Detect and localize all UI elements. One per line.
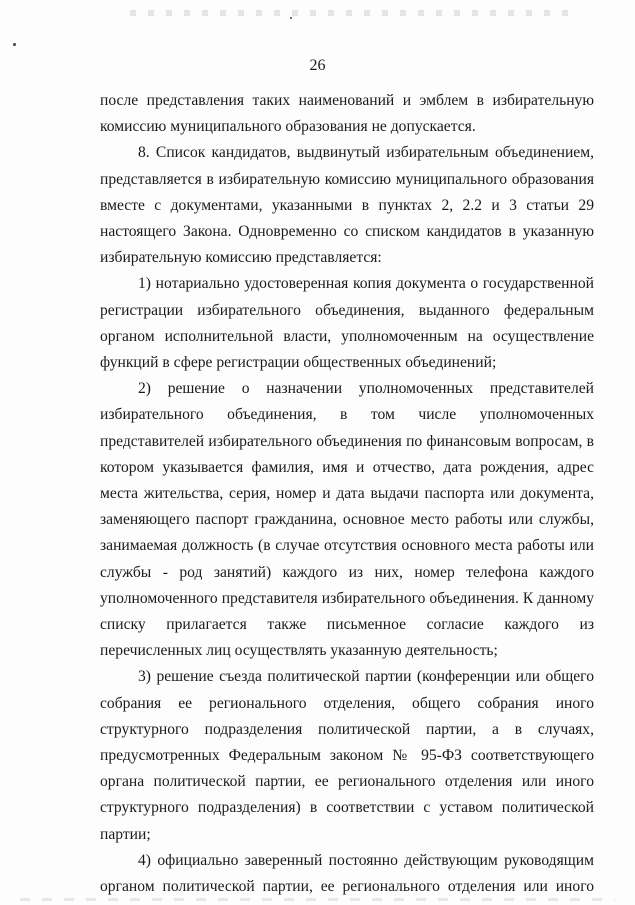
- page-number: 26: [309, 57, 326, 74]
- scan-dot-mark: [13, 43, 16, 46]
- paragraph-subitem-1: 1) нотариально удостоверенная копия документа о государственной регистрации избирательного объединения, выданного федеральным органом исполнительной власти, уполномоченным на осуществление функций в сфере регистрации общественных объединений;: [100, 275, 594, 372]
- scan-dot-mark: [290, 17, 292, 19]
- paragraph-subitem-2: 2) решение о назначении уполномоченных представителей избирательного объединения, в том числе уполномоченных представителей избирательного объединения по финансовым вопросам, в котором указывается фамилия, имя и отчество, дата рождения, адрес места жительства, серия, номер и дата выдачи паспорта или документа, заменяющего паспорт гражданина, основное место работы или службы, занимаемая должность (в случае отсутствия основного места работы или службы - род занятий) каждого из них, номер телефона каждого уполномоченного представителя избирательного объединения. К данному списку прилагается также письменное согласие каждого из перечисленных лиц осуществлять указанную деятельность;: [100, 380, 594, 660]
- paragraph-item-8: 8. Список кандидатов, выдвинутый избирательным объединением, представляется в избирательную комиссию муниципального образования вместе с документами, указанными в пунктах 2, 2.2 и 3 статьи 29 настоящего Закона. Одновременно со списком кандидатов в указанную избирательную комиссию представляется:: [100, 144, 594, 267]
- paragraph-continuation: после представления таких наименований и эмблем в избирательную комиссию муниципального образования не допускается.: [100, 92, 594, 136]
- scan-artifact-top: [130, 10, 570, 16]
- scan-artifact-bottom: [20, 898, 615, 901]
- document-body: [100, 88, 594, 900]
- paragraph-subitem-4: 4) официально заверенный постоянно действующим руководящим органом политической партии, ее регионального отделения или иного: [100, 851, 594, 896]
- paragraph-subitem-3: 3) решение съезда политической партии (конференции или общего собрания ее регионального отделения, общего собрания иного структурного подразделения политической партии, а в случаях, предусмотренных Федеральным законом № 95-ФЗ соответствующего органа политической партии, ее регионального отделения или иного структурного подразделения) в соответствии с уставом политической партии;: [100, 668, 594, 843]
